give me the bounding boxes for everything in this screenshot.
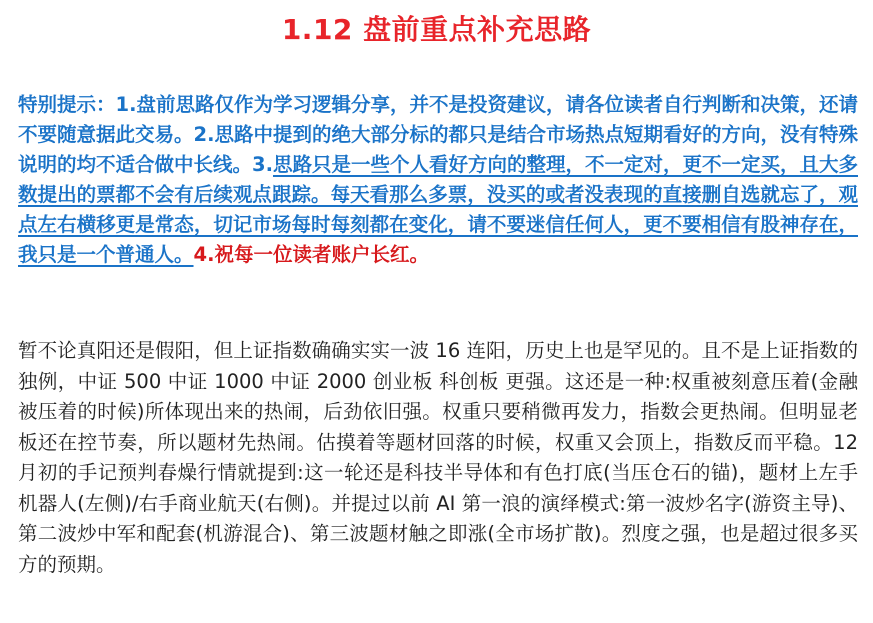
notice-text: 特别提示：1.盘前思路仅作为学习逻辑分享，并不是投资建议，请各位读者自行判断和决策，还请不要随意据此交易。2.思路中提到的绝大部分标的都只是结合市场热点短期看好的方向，没有特殊说明的均不适合做中长线。3. (18, 93, 858, 176)
special-notice (18, 90, 858, 270)
main-paragraph: 暂不论真阳还是假阳，但上证指数确确实实一波 16 连阳，历史上也是罕见的。且不是上证指数的独例，中证 500 中证 1000 中证 2000 创业板 科创板 更强。这还是一种:权重被刻意压着(金融被压着的时候)所体现出来的热闹，后劲依旧强。权重只要稍微再发力，指数会更热闹。但明显老板还在控节奏，所以题材先热闹。估摸着等题材回落的时候，权重又会顶上，指数反而平稳。12 月初的手记预判春燥行情就提到:这一轮还是科技半导体和有色打底(当压仓石的锚)，题材上左手机器人(左侧)/右手商业航天(右侧)。并提过以前 AI 第一浪的演绎模式:第一波炒名字(游资主导)、第二波炒中军和配套(机游混合)、第三波题材触之即涨(全市场扩散)。烈度之强，也是超过很多买方的预期。 (18, 339, 858, 576)
notice-wish-text: 4.祝每一位读者账户长红。 (193, 243, 429, 266)
notice-underlined-text: 思路只是一些个人看好方向的整理，不一定对，更不一定买，且大多数提出的票都不会有后续观点跟踪。每天看那么多票，没买的或者没表现的直接删自选就忘了，观点左右横移更是常态，切记市场每时每刻都在变化，请不要迷信任何人，更不要相信有股神存在，我只是一个普通人。 (18, 153, 858, 266)
page-title: 1.12 盘前重点补充思路 (281, 13, 592, 46)
